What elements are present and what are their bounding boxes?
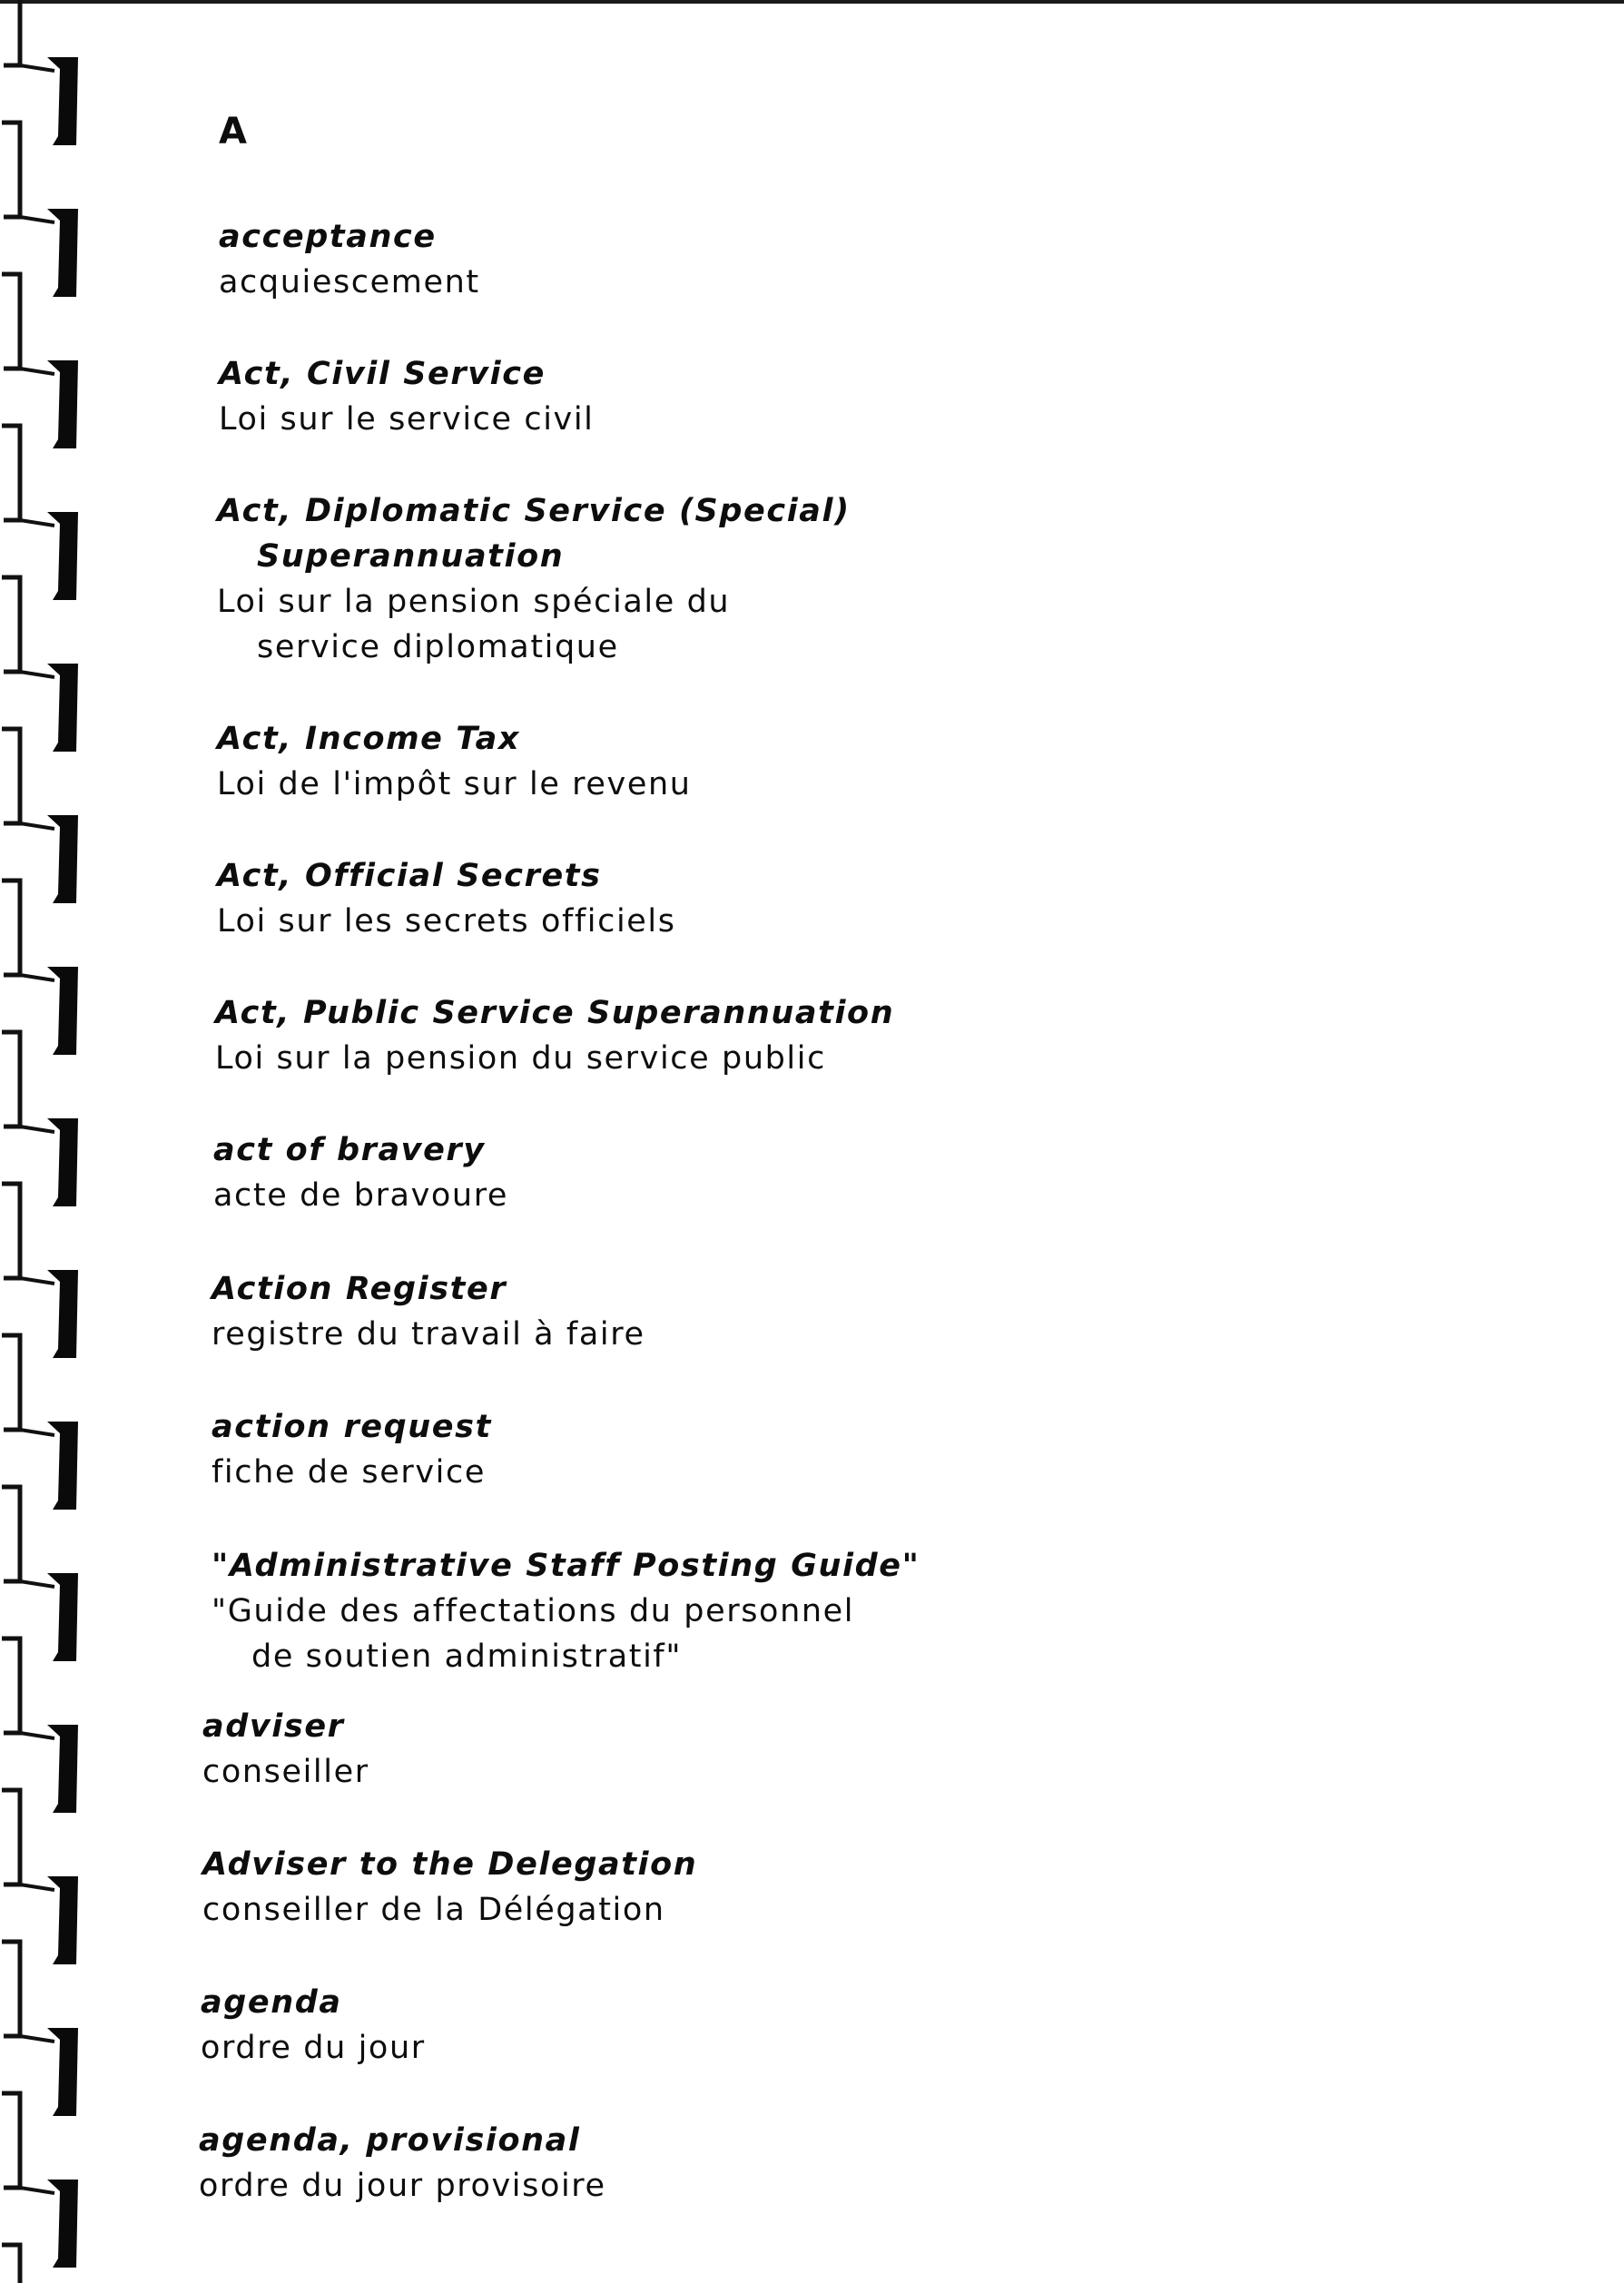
binding-ring-thin (2, 729, 20, 823)
entry-term: action request (212, 1409, 492, 1445)
glossary-entry (215, 990, 894, 1081)
binding-ring-connector (20, 369, 54, 374)
entry-term: agenda (201, 1984, 342, 2021)
entry-term: Action Register (212, 1271, 507, 1307)
glossary-entry (217, 716, 692, 807)
section-letter: A (219, 111, 248, 153)
glossary-entry (212, 1543, 920, 1679)
entry-translation: registre du travail à faire (212, 1316, 645, 1353)
glossary-entry (202, 1704, 369, 1795)
binding-ring-connector (20, 2036, 54, 2042)
binding-ring-connector (20, 1884, 54, 1890)
binding-ring-connector (20, 823, 54, 829)
top-rule (0, 0, 1624, 4)
binding-ring-thin (2, 881, 20, 975)
binding-ring-connector (20, 217, 54, 222)
binding-ring-thin (2, 1184, 20, 1278)
entry-term: Act, Official Secrets (217, 858, 602, 894)
entry-translation: fiche de service (212, 1454, 486, 1491)
entry-translation: "Guide des affectations du personnel (212, 1593, 855, 1629)
glossary-entry (217, 488, 851, 670)
entry-term: adviser (202, 1708, 345, 1745)
binding-ring-connector (20, 1127, 54, 1132)
entry-term: Act, Diplomatic Service (Special) (217, 493, 851, 529)
binding-ring-connector (20, 1733, 54, 1738)
entry-translation: Loi sur les secrets officiels (217, 903, 676, 940)
binding-ring-connector (20, 65, 54, 71)
entry-term: Act, Public Service Superannuation (215, 995, 895, 1031)
entry-translation: Loi de l'impôt sur le revenu (217, 766, 692, 802)
glossary-entry (219, 351, 595, 442)
entry-translation-continuation: de soutien administratif" (251, 1638, 683, 1675)
binding-ring-thin (2, 1942, 20, 2036)
binding-ring-thin (2, 274, 20, 369)
entry-term: Adviser to the Delegation (202, 1846, 698, 1883)
binding-ring-thin (2, 577, 20, 672)
entry-translation: acquiescement (219, 264, 480, 300)
entry-translation: Loi sur la pension spéciale du (217, 584, 731, 620)
entry-term: agenda, provisional (199, 2122, 581, 2159)
binding-ring-thin (2, 2245, 20, 2283)
entry-translation: conseiller (202, 1754, 369, 1790)
binding-ring-thin (2, 1335, 20, 1430)
entry-translation: Loi sur le service civil (219, 401, 595, 438)
binding-ring-connector (20, 672, 54, 677)
glossary-entry (213, 1127, 508, 1218)
glossary-entry (212, 1266, 645, 1357)
entry-term: Act, Civil Service (219, 356, 546, 392)
binding-ring-connector (20, 975, 54, 980)
binding-ring-thin (2, 0, 20, 65)
entry-translation: Loi sur la pension du service public (215, 1040, 826, 1077)
glossary-entry (219, 214, 480, 305)
entry-term: Act, Income Tax (217, 721, 521, 757)
binding-ring-connector (20, 1581, 54, 1587)
binding-ring-thin (2, 1790, 20, 1884)
entry-term-continuation: Superannuation (257, 538, 565, 575)
entry-term: acceptance (219, 219, 437, 255)
binding-ring-thin (2, 123, 20, 217)
spiral-binding (0, 0, 100, 2283)
entry-translation: ordre du jour provisoire (199, 2168, 606, 2204)
binding-ring-connector (20, 1278, 54, 1284)
entry-translation: acte de bravoure (213, 1177, 509, 1214)
binding-svg (0, 0, 100, 2283)
entry-term: "Administrative Staff Posting Guide" (212, 1548, 920, 1584)
glossary-entry (201, 1980, 426, 2071)
glossary-entry (217, 853, 676, 944)
glossary-entry (202, 1842, 697, 1933)
binding-ring-connector (20, 520, 54, 526)
binding-ring-thin (2, 2093, 20, 2188)
binding-ring-thin (2, 426, 20, 520)
entry-translation: ordre du jour (201, 2030, 426, 2066)
binding-ring-thin (2, 1638, 20, 1733)
glossary-entry (199, 2118, 606, 2209)
glossary-entry (212, 1404, 492, 1495)
binding-ring-thin (2, 1032, 20, 1127)
entry-translation-continuation: service diplomatique (257, 629, 619, 665)
entry-term: act of bravery (213, 1132, 486, 1168)
binding-ring-connector (20, 2188, 54, 2193)
entry-translation: conseiller de la Délégation (202, 1892, 665, 1928)
binding-ring-connector (20, 1430, 54, 1435)
binding-ring-thin (2, 1487, 20, 1581)
